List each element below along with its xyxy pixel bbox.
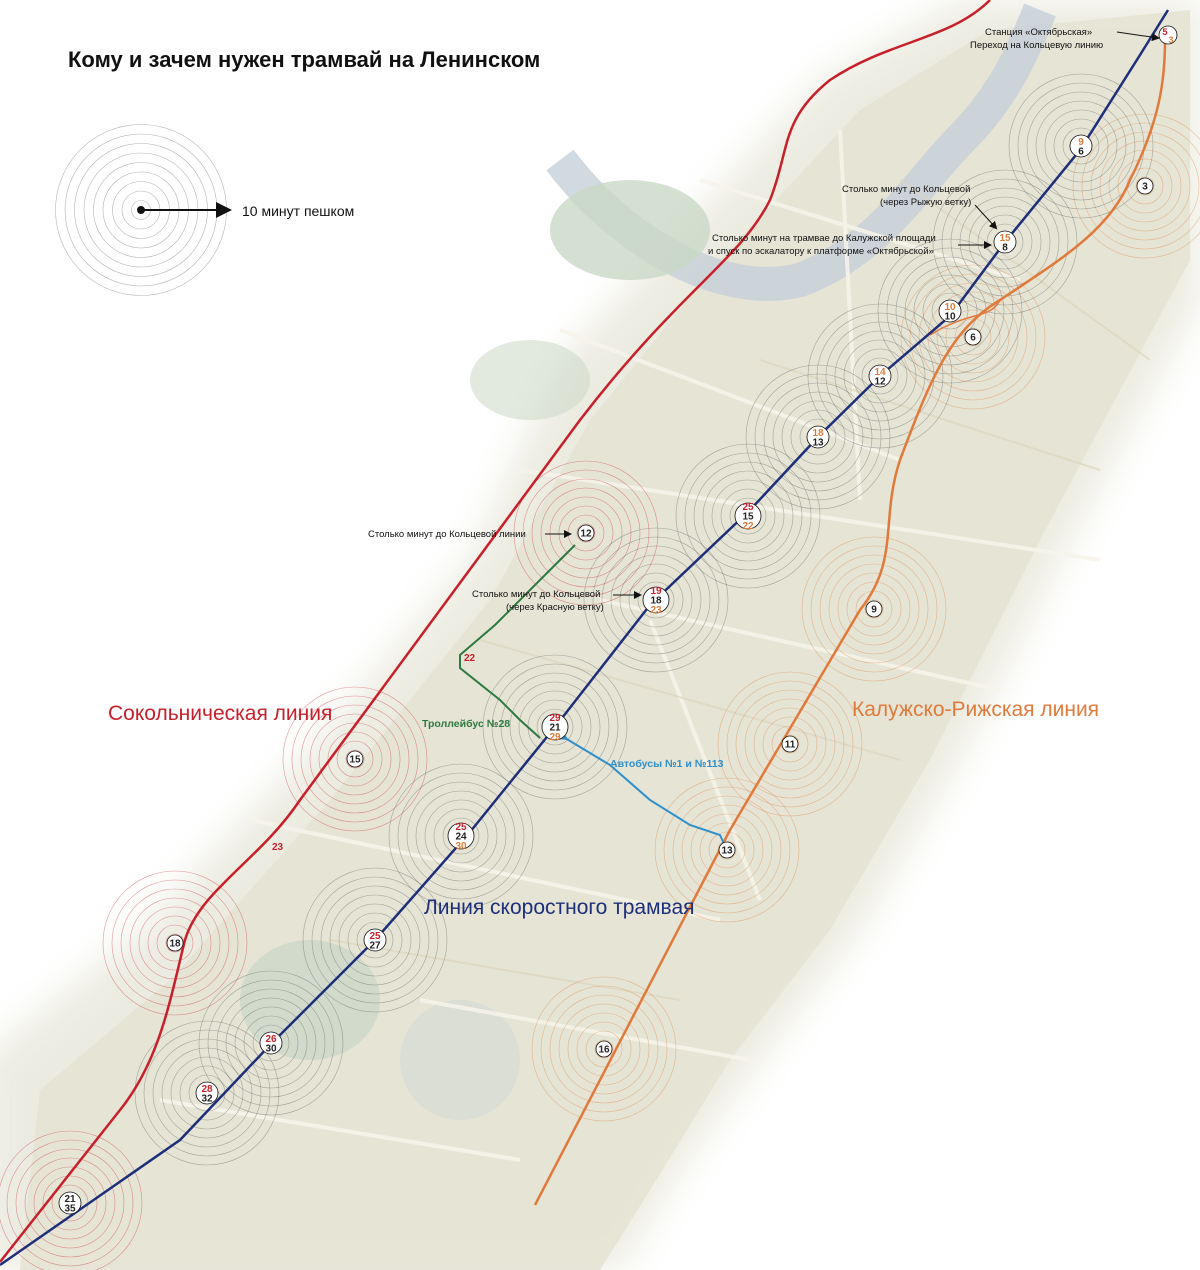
stop-t1 — [1070, 135, 1092, 157]
annotation-oktyabrskaya-2: Переход на Кольцевую линию — [970, 40, 1104, 51]
stop-minutes-label: 15 — [742, 511, 754, 523]
trolley-minutes: 22 — [464, 653, 476, 664]
stop-minutes-label: 16 — [598, 1044, 610, 1056]
stop-minutes-label: 5 — [1162, 27, 1168, 37]
stop-o4 — [782, 736, 798, 752]
stop-r3 — [167, 935, 183, 951]
stop-t12 — [196, 1082, 218, 1104]
stop-t4 — [869, 365, 891, 387]
stop-minutes-label: 29 — [549, 732, 561, 743]
stop-minutes-label: 22 — [742, 521, 754, 532]
stop-minutes-label: 13 — [721, 845, 733, 857]
sokolnicheskaya-label: Сокольническая линия — [108, 702, 333, 725]
stop-minutes-label: 11 — [784, 739, 796, 751]
stop-minutes-label: 21 — [64, 1193, 76, 1205]
stop-minutes-label: 21 — [549, 722, 561, 734]
stop-minutes-label: 10 — [944, 311, 956, 323]
red-segment-minutes: 23 — [272, 842, 284, 853]
annotation-oktyabrskaya-1: Станция «Октябрьская» — [985, 27, 1093, 38]
stop-o6 — [596, 1041, 612, 1057]
annotation-red-branch-1: Столько минут до Кольцевой — [472, 589, 601, 600]
stop-minutes-label: 6 — [970, 332, 976, 344]
annotation-red-branch-2: (через Красную ветку) — [506, 602, 604, 613]
stop-t3 — [939, 300, 961, 322]
stop-t10 — [364, 929, 386, 951]
stop-minutes-label: 13 — [812, 437, 824, 449]
stop-minutes-label: 12 — [874, 376, 886, 388]
stop-o2 — [965, 329, 981, 345]
stop-minutes-label: 35 — [64, 1203, 76, 1215]
annotation-tram-kaluzh-2: и спуск по эскалатору к платформе «Октябрьской» — [708, 246, 934, 257]
stop-minutes-label: 27 — [369, 940, 381, 952]
stop-minutes-label: 24 — [455, 831, 467, 843]
stop-o5 — [719, 842, 735, 858]
annotation-red-ring: Столько минут до Кольцевой линии — [368, 529, 526, 540]
stop-minutes-label: 18 — [169, 938, 181, 950]
annotation-orange-ring-2: (через Рыжую ветку) — [880, 197, 972, 208]
stop-minutes-label: 25 — [742, 502, 754, 513]
stop-minutes-label: 10 — [944, 301, 956, 313]
stop-minutes-label: 25 — [455, 822, 467, 833]
annotation-tram-kaluzh-1: Столько минут на трамвае до Калужской площади — [712, 233, 936, 244]
stop-t2 — [994, 231, 1016, 253]
stop-o1 — [1137, 178, 1153, 194]
stop-minutes-label: 30 — [455, 841, 467, 852]
page-title: Кому и зачем нужен трамвай на Ленинском — [68, 47, 541, 72]
stop-minutes-label: 25 — [369, 930, 381, 942]
stop-minutes-label: 18 — [812, 427, 824, 439]
stop-minutes-label: 30 — [265, 1043, 277, 1055]
stop-minutes-label: 9 — [871, 604, 877, 616]
stop-minutes-label: 3 — [1142, 181, 1148, 193]
stop-t5 — [807, 426, 829, 448]
bus-label: Автобусы №1 и №113 — [610, 758, 724, 770]
stop-minutes-label: 6 — [1078, 146, 1084, 158]
stop-minutes-label: 26 — [265, 1033, 277, 1045]
stop-minutes-label: 3 — [1168, 35, 1174, 45]
stop-minutes-label: 8 — [1002, 242, 1008, 254]
legend — [56, 125, 355, 296]
trolleybus-label: Троллейбус №28 — [422, 718, 511, 730]
stop-minutes-label: 29 — [549, 713, 561, 724]
stop-minutes-label: 15 — [349, 754, 361, 766]
legend-label: 10 минут пешком — [242, 203, 355, 219]
stop-minutes-label: 18 — [650, 595, 662, 607]
stop-minutes-label: 32 — [201, 1093, 213, 1105]
stop-minutes-label: 15 — [999, 232, 1011, 244]
stop-r4 — [59, 1192, 81, 1214]
kaluzhsko-rizhskaya-label: Калужско-Рижская линия — [852, 698, 1100, 721]
stop-minutes-label: 12 — [580, 528, 592, 540]
stop-t11 — [260, 1032, 282, 1054]
stop-r2 — [347, 751, 363, 767]
stop-minutes-label: 14 — [874, 366, 886, 378]
stop-minutes-label: 23 — [650, 605, 662, 616]
annotation-orange-ring-1: Столько минут до Кольцевой — [842, 184, 971, 195]
stop-o3 — [866, 601, 882, 617]
tram-line-label: Линия скоростного трамвая — [424, 896, 695, 919]
stop-minutes-label: 28 — [201, 1083, 213, 1095]
stop-r1 — [578, 525, 594, 541]
stop-minutes-label: 9 — [1078, 136, 1084, 148]
stop-minutes-label: 19 — [650, 586, 662, 597]
